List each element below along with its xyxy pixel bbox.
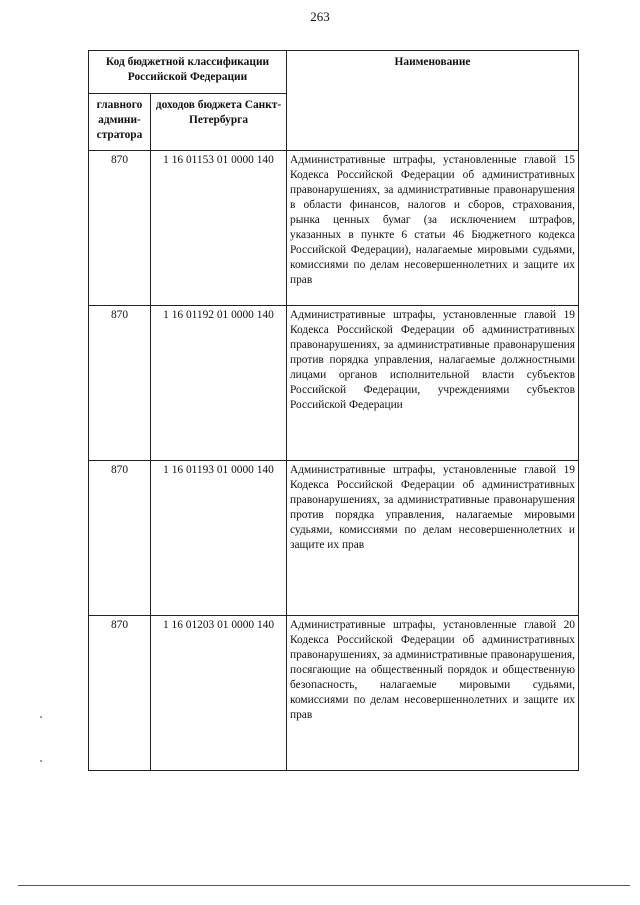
name-cell: Административные штрафы, установленные главой 20 Кодекса Российской Федерации об административных правонарушениях, за административные правонарушения, посягающие на общественный порядок и общественную безопасность, налагаемые мировыми судьями, комиссиями по делам несовершеннолетних и защите их прав — [287, 616, 579, 771]
scan-mark — [40, 716, 42, 718]
footer-rule — [18, 885, 630, 886]
admin-code-cell: 870 — [89, 151, 151, 306]
income-code-cell: 1 16 01153 01 0000 140 — [151, 151, 287, 306]
page-number: 263 — [310, 9, 330, 24]
admin-code-header: главного админи-стратора — [89, 94, 151, 151]
admin-code-cell: 870 — [89, 306, 151, 461]
name-cell: Административные штрафы, установленные главой 15 Кодекса Российской Федерации об административных правонарушениях, за административные правонарушения в области финансов, налогов и сборов, страхования, рынка ценных бумаг (за исключением штрафов, указанных в пункте 6 статьи 46 Бюджетного кодекса Российской Федерации), налагаемые мировыми судьями, комиссиями по делам несовершеннолетних и защите их прав — [287, 151, 579, 306]
income-code-cell: 1 16 01192 01 0000 140 — [151, 306, 287, 461]
header-row-top — [89, 51, 579, 94]
table-row — [89, 306, 579, 461]
admin-code-cell: 870 — [89, 616, 151, 771]
income-code-cell: 1 16 01193 01 0000 140 — [151, 461, 287, 616]
scan-mark — [40, 760, 42, 762]
admin-code-cell: 870 — [89, 461, 151, 616]
name-header: Наименование — [287, 51, 579, 151]
income-code-cell: 1 16 01203 01 0000 140 — [151, 616, 287, 771]
table-row — [89, 151, 579, 306]
table-row — [89, 616, 579, 771]
table-row — [89, 461, 579, 616]
classification-code-header: Код бюджетной классификации Российской Федерации — [89, 51, 287, 94]
name-cell: Административные штрафы, установленные главой 19 Кодекса Российской Федерации об административных правонарушениях, за административные правонарушения против порядка управления, налагаемые должностными лицами органов исполнительной власти субъектов Российской Федерации, учреждениями субъектов Российской Федерации — [287, 306, 579, 461]
budget-classification-table — [88, 50, 579, 771]
income-code-header: доходов бюджета Санкт-Петербурга — [151, 94, 287, 151]
name-cell: Административные штрафы, установленные главой 19 Кодекса Российской Федерации об административных правонарушениях, за административные правонарушения против порядка управления, налагаемые мировыми судьями, комиссиями по делам несовершеннолетних и защите их прав — [287, 461, 579, 616]
